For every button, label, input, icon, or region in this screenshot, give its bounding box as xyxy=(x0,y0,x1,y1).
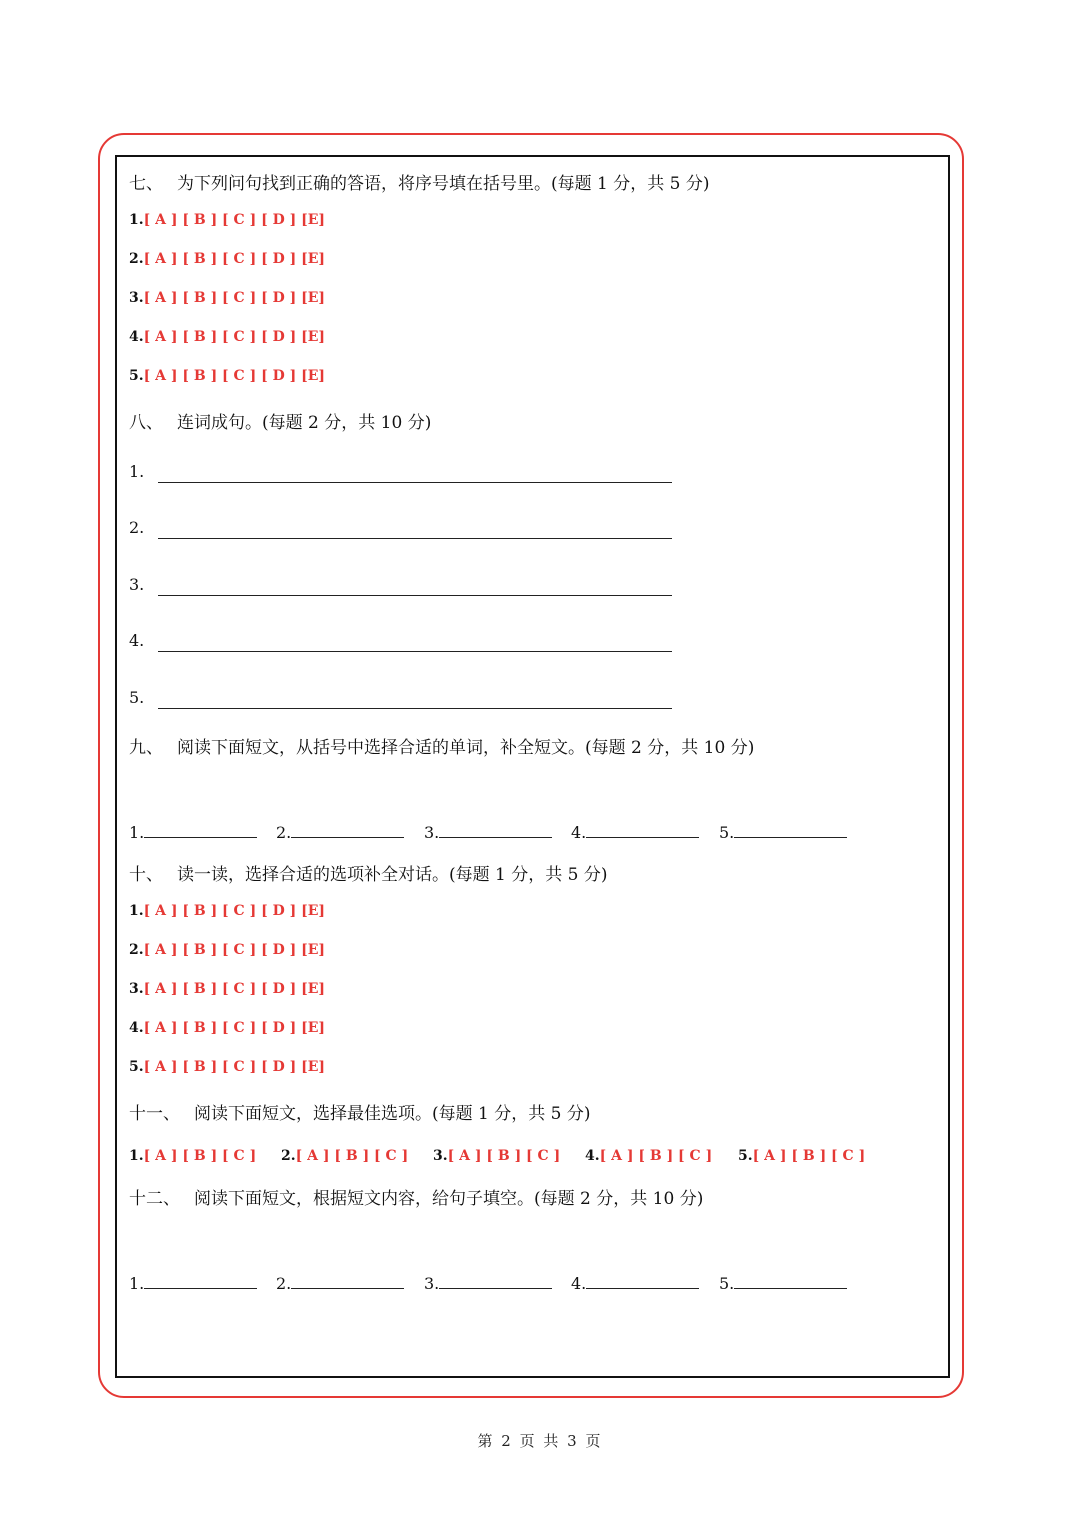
s12-blank-4[interactable]: 4. xyxy=(571,1274,699,1293)
line-label: 4. xyxy=(129,631,145,650)
section-8-title: 连词成句。(每题 2 分，共 10 分) xyxy=(177,413,432,433)
option-bubbles[interactable]: [ A ] [ B ] [ C ] [ D ] [E] xyxy=(143,329,326,345)
writing-line[interactable] xyxy=(158,595,672,596)
option-index: 5. xyxy=(129,1059,144,1075)
page-number-footer: 第 2 页 共 3 页 xyxy=(477,1432,603,1450)
s8-answer-line-2[interactable] xyxy=(129,518,689,542)
s9-blank-1[interactable]: 1. xyxy=(129,823,257,842)
option-bubbles[interactable]: [ A ] [ B ] [ C ] [ D ] [E] xyxy=(143,290,326,306)
s10-option-row-5[interactable] xyxy=(129,1058,325,1076)
s12-blank-1[interactable]: 1. xyxy=(129,1274,257,1293)
option-bubbles[interactable]: [ A ] [ B ] [ C ] [ D ] [E] xyxy=(143,1059,326,1075)
s9-blank-2[interactable]: 2. xyxy=(276,823,404,842)
s9-blank-5[interactable]: 5. xyxy=(719,823,847,842)
s11-option-5[interactable]: 5.[ A ] [ B ] [ C ] xyxy=(738,1148,866,1164)
s8-answer-line-4[interactable] xyxy=(129,631,689,655)
option-index: 3. xyxy=(129,981,144,997)
line-label: 5. xyxy=(129,688,145,707)
s9-blank-row xyxy=(129,823,869,847)
s7-option-row-2[interactable] xyxy=(129,250,325,268)
s11-option-row xyxy=(129,1148,869,1168)
section-12-number: 十二、 xyxy=(129,1189,180,1209)
option-index: 3. xyxy=(129,290,144,306)
section-7-number: 七、 xyxy=(129,174,163,194)
section-9-title: 阅读下面短文，从括号中选择合适的单词，补全短文。(每题 2 分，共 10 分) xyxy=(177,738,755,758)
section-10-heading xyxy=(129,864,608,886)
s10-option-row-3[interactable] xyxy=(129,980,325,998)
writing-line[interactable] xyxy=(158,651,672,652)
option-index: 2. xyxy=(129,942,144,958)
section-11-number: 十一、 xyxy=(129,1104,180,1124)
section-11-heading xyxy=(129,1103,591,1125)
option-index: 1. xyxy=(129,212,144,228)
line-label: 1. xyxy=(129,462,145,481)
s7-option-row-4[interactable] xyxy=(129,328,325,346)
section-10-title: 读一读，选择合适的选项补全对话。(每题 1 分，共 5 分) xyxy=(177,865,608,885)
option-index: 1. xyxy=(129,903,144,919)
s11-option-3[interactable]: 3.[ A ] [ B ] [ C ] xyxy=(433,1148,561,1164)
s9-blank-4[interactable]: 4. xyxy=(571,823,699,842)
s10-option-row-1[interactable] xyxy=(129,902,325,920)
s7-option-row-3[interactable] xyxy=(129,289,325,307)
section-11-title: 阅读下面短文，选择最佳选项。(每题 1 分，共 5 分) xyxy=(194,1104,591,1124)
s10-option-row-2[interactable] xyxy=(129,941,325,959)
option-bubbles[interactable]: [ A ] [ B ] [ C ] [ D ] [E] xyxy=(143,942,326,958)
s11-option-2[interactable]: 2.[ A ] [ B ] [ C ] xyxy=(281,1148,409,1164)
s11-option-1[interactable]: 1.[ A ] [ B ] [ C ] xyxy=(129,1148,257,1164)
section-8-number: 八、 xyxy=(129,413,163,433)
option-bubbles[interactable]: [ A ] [ B ] [ C ] [ D ] [E] xyxy=(143,368,326,384)
option-bubbles[interactable]: [ A ] [ B ] [ C ] [ D ] [E] xyxy=(143,251,326,267)
section-7-heading xyxy=(129,173,710,195)
section-12-heading xyxy=(129,1188,703,1210)
s8-answer-line-3[interactable] xyxy=(129,575,689,599)
line-label: 3. xyxy=(129,575,145,594)
option-index: 4. xyxy=(129,1020,144,1036)
section-9-number: 九、 xyxy=(129,738,163,758)
writing-line[interactable] xyxy=(158,482,672,483)
section-9-heading xyxy=(129,737,754,759)
s12-blank-3[interactable]: 3. xyxy=(424,1274,552,1293)
s11-option-4[interactable]: 4.[ A ] [ B ] [ C ] xyxy=(585,1148,713,1164)
option-bubbles[interactable]: [ A ] [ B ] [ C ] [ D ] [E] xyxy=(143,1020,326,1036)
section-8-heading xyxy=(129,412,431,434)
s8-answer-line-1[interactable] xyxy=(129,462,689,486)
section-12-title: 阅读下面短文，根据短文内容，给句子填空。(每题 2 分，共 10 分) xyxy=(194,1189,704,1209)
line-label: 2. xyxy=(129,518,145,537)
s12-blank-2[interactable]: 2. xyxy=(276,1274,404,1293)
option-bubbles[interactable]: [ A ] [ B ] [ C ] [ D ] [E] xyxy=(143,903,326,919)
s10-option-row-4[interactable] xyxy=(129,1019,325,1037)
s8-answer-line-5[interactable] xyxy=(129,688,689,712)
option-bubbles[interactable]: [ A ] [ B ] [ C ] [ D ] [E] xyxy=(143,212,326,228)
s7-option-row-1[interactable] xyxy=(129,211,325,229)
section-7-title: 为下列问句找到正确的答语，将序号填在括号里。(每题 1 分，共 5 分) xyxy=(177,174,710,194)
s12-blank-row xyxy=(129,1274,869,1298)
writing-line[interactable] xyxy=(158,538,672,539)
s7-option-row-5[interactable] xyxy=(129,367,325,385)
s12-blank-5[interactable]: 5. xyxy=(719,1274,847,1293)
writing-line[interactable] xyxy=(158,708,672,709)
option-index: 5. xyxy=(129,368,144,384)
option-index: 4. xyxy=(129,329,144,345)
s9-blank-3[interactable]: 3. xyxy=(424,823,552,842)
option-index: 2. xyxy=(129,251,144,267)
section-10-number: 十、 xyxy=(129,865,163,885)
option-bubbles[interactable]: [ A ] [ B ] [ C ] [ D ] [E] xyxy=(143,981,326,997)
